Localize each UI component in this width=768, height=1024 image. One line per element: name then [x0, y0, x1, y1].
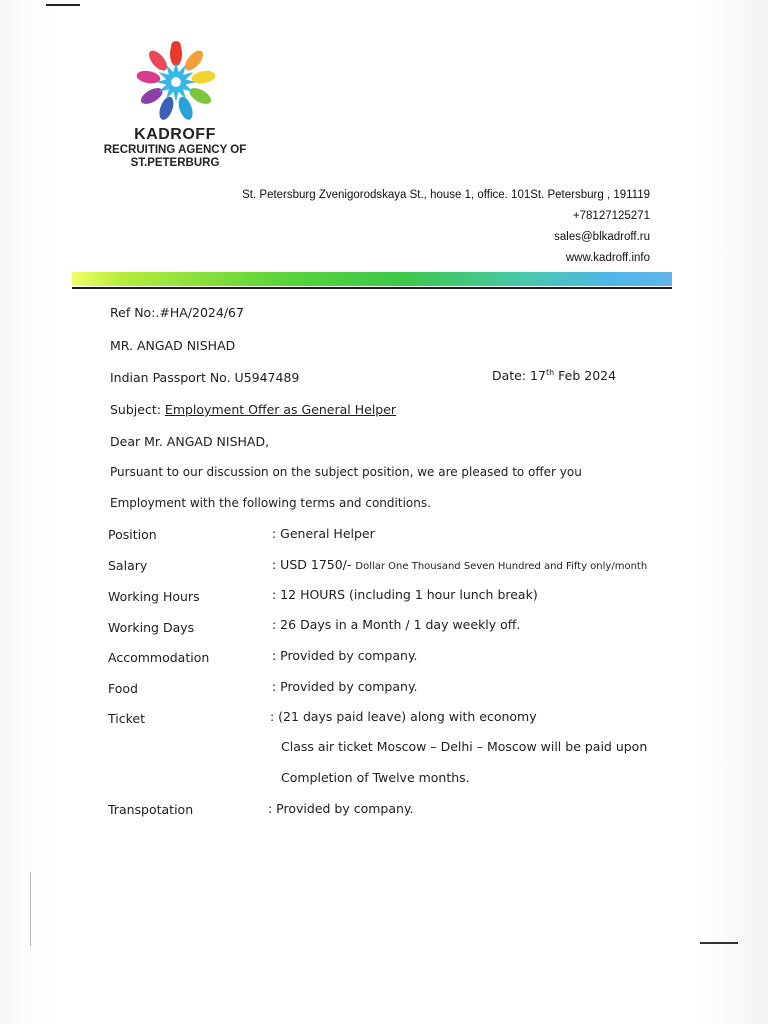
subject-text: Employment Offer as General Helper: [164, 402, 397, 417]
intro-line-1: Pursuant to our discussion on the subject position, we are pleased to offer you: [110, 465, 582, 479]
term-value-ticket-line-2: Class air ticket Moscow – Delhi – Moscow will be paid upon: [281, 739, 648, 754]
term-label-days: Working Days: [108, 620, 195, 635]
scan-mark: [30, 872, 31, 946]
term-value-ticket-line-3: Completion of Twelve months.: [281, 770, 470, 785]
term-value-hours: : 12 HOURS (including 1 hour lunch break): [272, 587, 538, 602]
passport-number: Indian Passport No. U5947489: [110, 370, 300, 385]
phone: +78127125271: [572, 210, 650, 222]
website: www.kadroff.info: [565, 252, 650, 264]
term-label-position: Position: [108, 527, 157, 542]
term-value-ticket-line-1: : (21 days paid leave) along with economy: [270, 709, 537, 724]
letter-date: Date: 17th Feb 2024: [492, 368, 617, 384]
salutation: Dear Mr. ANGAD NISHAD,: [110, 434, 270, 449]
subject-line: Subject: Employment Offer as General Helper: [110, 402, 397, 417]
term-value-food: : Provided by company.: [272, 679, 418, 694]
intro-line-2: Employment with the following terms and conditions.: [110, 496, 431, 510]
contact-block: [242, 185, 650, 269]
kadroff-logo-icon: [128, 38, 224, 122]
term-label-salary: Salary: [108, 558, 148, 573]
term-value-position: : General Helper: [272, 526, 375, 541]
brand-name: KADROFF: [134, 126, 216, 143]
brand-tagline: RECRUITING AGENCY OF: [103, 144, 247, 156]
recipient-name: MR. ANGAD NISHAD: [110, 338, 236, 353]
term-label-hours: Working Hours: [108, 589, 200, 604]
scan-mark: [700, 942, 738, 944]
letterhead-divider: [72, 287, 672, 289]
term-label-ticket: Ticket: [108, 711, 145, 726]
reference-number: Ref No:.#HA/2024/67: [110, 305, 244, 320]
term-label-transportation: Transpotation: [108, 802, 194, 817]
term-value-transportation: : Provided by company.: [268, 801, 414, 816]
term-label-food: Food: [108, 681, 138, 696]
letterhead-color-band: [72, 272, 672, 286]
email: sales@blkadroff.ru: [554, 231, 650, 243]
scan-mark: [46, 4, 80, 6]
term-label-accommodation: Accommodation: [108, 650, 210, 665]
term-value-days: : 26 Days in a Month / 1 day weekly off.: [272, 617, 521, 632]
address: St. Petersburg Zvenigorodskaya St., house 1, office. 101St. Petersburg , 191119: [242, 189, 650, 201]
brand-block: [80, 126, 270, 170]
term-value-accommodation: : Provided by company.: [272, 648, 418, 663]
brand-city: ST.PETERBURG: [130, 157, 220, 169]
term-value-salary: : USD 1750/- Dollar One Thousand Seven Hundred and Fifty only/month: [272, 557, 648, 572]
